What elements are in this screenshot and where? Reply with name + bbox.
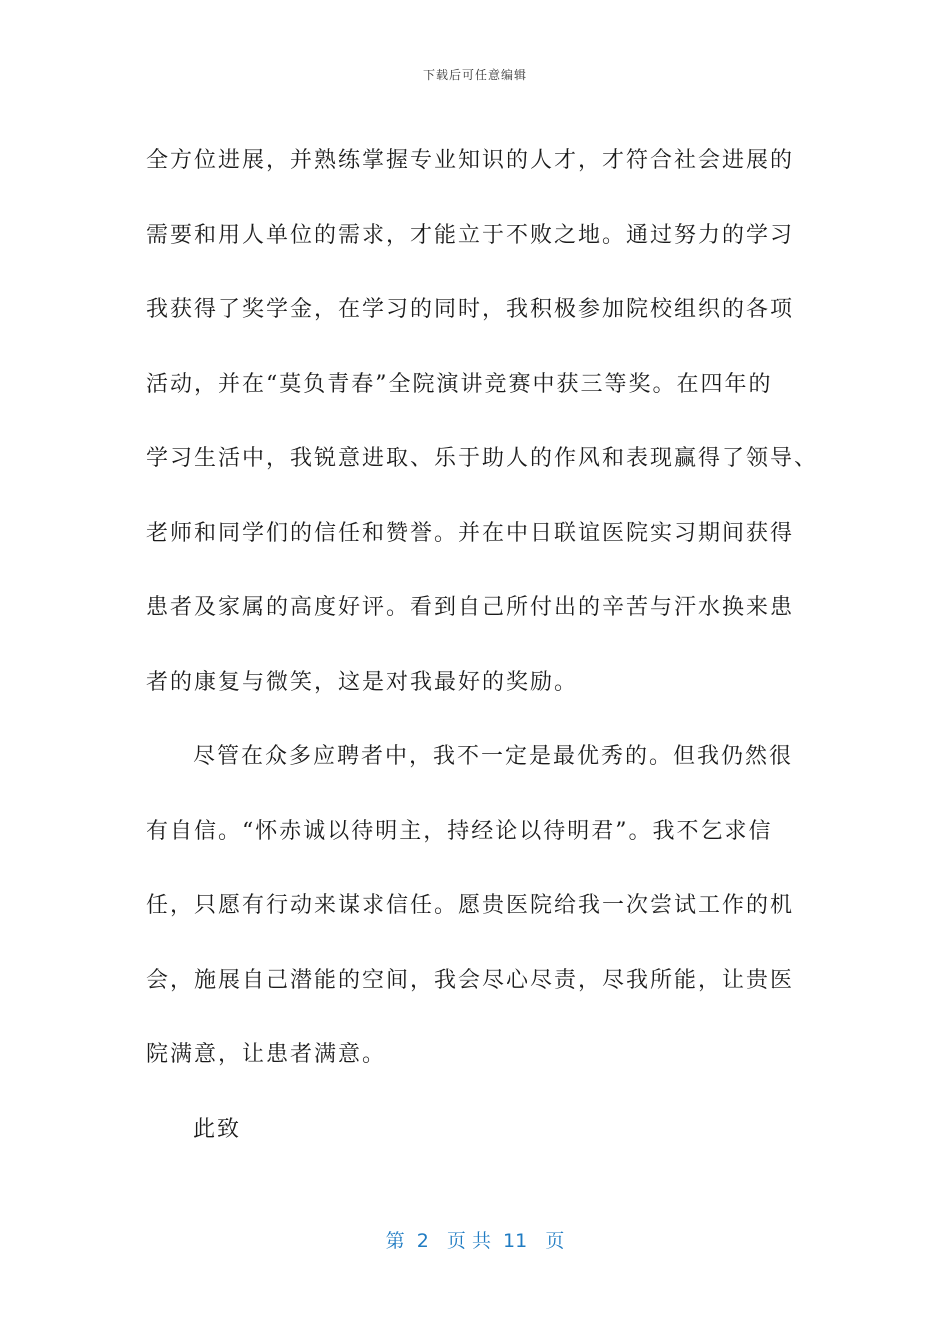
closing-salutation: 此致: [193, 1116, 242, 1142]
body-line: 需要和用人单位的需求，才能立于不败之地。通过努力的学习: [146, 222, 795, 248]
paragraph-start-line: 尽管在众多应聘者中，我不一定是最优秀的。但我仍然很: [193, 744, 794, 769]
body-line: 患者及家属的高度好评。看到自己所付出的辛苦与汗水换来患: [146, 595, 795, 620]
body-line: 院满意，让患者满意。: [146, 1042, 387, 1067]
header-note: 下载后可任意编辑: [422, 68, 527, 82]
letter-body: [146, 124, 819, 1167]
body-line: 活动，并在“莫负青春”全院演讲竞赛中获三等奖。在四年的: [146, 371, 773, 397]
body-line: 学习生活中，我锐意进取、乐于助人的作风和表现赢得了领导、: [146, 446, 819, 471]
body-line: 有自信。“怀赤诚以待明主，持经论以待明君”。我不乞求信: [146, 818, 773, 844]
body-line: 老师和同学们的信任和赞誉。并在中日联谊医院实习期间获得: [146, 520, 795, 546]
body-line: 者的康复与微笑，这是对我最好的奖励。: [146, 669, 579, 695]
body-line: 任，只愿有行动来谋求信任。愿贵医院给我一次尝试工作的机: [146, 893, 795, 918]
body-line: 全方位进展，并熟练掌握专业知识的人才，才符合社会进展的: [146, 148, 795, 173]
body-line: 会，施展自己潜能的空间，我会尽心尽责，尽我所能，让贵医: [146, 967, 795, 993]
body-line: 我获得了奖学金，在学习的同时，我积极参加院校组织的各项: [146, 297, 795, 322]
page-number: 第 2 页 共 11 页: [385, 1230, 565, 1252]
